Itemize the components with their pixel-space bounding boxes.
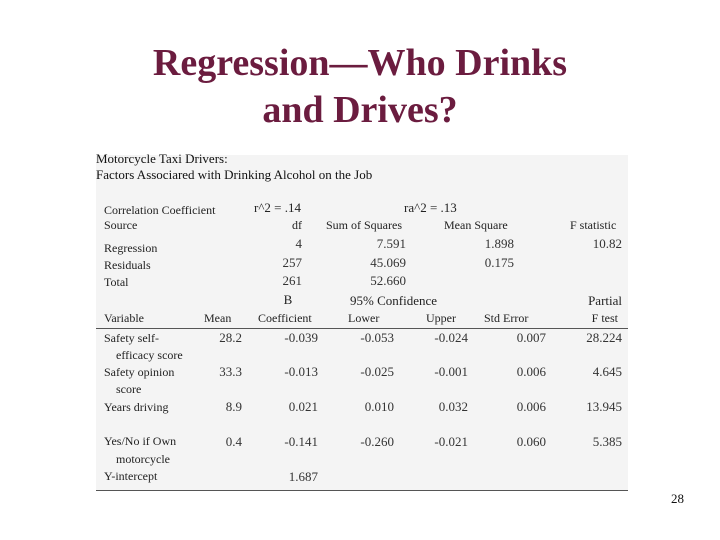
- coef-f: 13.945: [586, 399, 622, 414]
- anova-df: 257: [282, 255, 302, 270]
- anova-source: Total: [104, 275, 129, 289]
- coef-variable: Years driving: [104, 400, 169, 414]
- anova-header-f: F statistic: [570, 218, 617, 232]
- correlation-label: Correlation Coefficient: [104, 203, 216, 217]
- coef-lower: -0.053: [360, 330, 394, 345]
- coef-f: 4.645: [592, 364, 622, 379]
- coef-mean: 33.3: [219, 364, 242, 379]
- adjusted-r-squared: ra^2 = .13: [404, 200, 457, 215]
- coef-header-std-error: Std Error: [484, 311, 529, 325]
- coef-lower: 0.010: [364, 399, 394, 414]
- coef-header-variable: Variable: [104, 311, 144, 325]
- r-squared: r^2 = .14: [254, 200, 302, 215]
- page-number: 28: [671, 491, 684, 506]
- anova-ss: 52.660: [370, 273, 406, 288]
- slide-title-line-1: Regression—Who Drinks: [152, 42, 568, 84]
- coef-lower: -0.025: [360, 364, 394, 379]
- anova-source: Residuals: [104, 258, 151, 272]
- slide-title-line-2: and Drives?: [262, 89, 458, 131]
- anova-ss: 45.069: [370, 255, 406, 270]
- header-divider: [96, 328, 628, 329]
- coef-se: 0.006: [516, 399, 546, 414]
- anova-ms: 0.175: [484, 255, 514, 270]
- coef-variable-cont: score: [116, 382, 142, 396]
- coef-variable-cont: efficacy score: [116, 348, 183, 362]
- intercept-label: Y-intercept: [104, 469, 158, 483]
- coef-b: -0.141: [284, 434, 318, 449]
- anova-ms: 1.898: [484, 236, 514, 251]
- coef-header-coefficient: Coefficient: [258, 311, 312, 325]
- caption-line-2: Factors Associared with Drinking Alcohol on the Job: [96, 167, 373, 182]
- anova-header-ms: Mean Square: [444, 218, 508, 232]
- coef-b: 0.021: [288, 399, 318, 414]
- anova-source: Regression: [104, 241, 158, 255]
- anova-df: 261: [282, 273, 302, 288]
- coef-header-b: B: [283, 292, 293, 307]
- anova-df: 4: [295, 236, 302, 251]
- anova-header-df: df: [292, 218, 302, 232]
- coef-header-f-test: F test: [591, 311, 618, 325]
- anova-header-ss: Sum of Squares: [326, 218, 402, 232]
- intercept-b: 1.687: [288, 469, 318, 484]
- regression-table: [96, 155, 628, 491]
- coef-variable-cont: motorcycle: [116, 452, 170, 466]
- coef-header-ci: 95% Confidence: [350, 293, 438, 308]
- coef-variable: Safety self-: [104, 331, 159, 345]
- coef-se: 0.060: [516, 434, 546, 449]
- coef-header-mean: Mean: [204, 311, 232, 325]
- coef-mean: 8.9: [225, 399, 242, 414]
- coef-mean: 28.2: [219, 330, 242, 345]
- coef-upper: -0.024: [434, 330, 468, 345]
- coef-b: -0.013: [284, 364, 318, 379]
- coef-upper: 0.032: [438, 399, 468, 414]
- anova-f: 10.82: [592, 236, 622, 251]
- coef-header-partial: Partial: [588, 293, 622, 308]
- caption-line-1: Motorcycle Taxi Drivers:: [96, 151, 228, 166]
- table-caption: [96, 151, 416, 183]
- coef-upper: -0.001: [434, 364, 468, 379]
- anova-header-source: Source: [104, 218, 138, 232]
- slide-title: [0, 40, 720, 134]
- coef-header-lower: Lower: [348, 311, 380, 325]
- coef-lower: -0.260: [360, 434, 394, 449]
- coef-variable: Yes/No if Own: [104, 434, 177, 448]
- table-bottom-border: [96, 490, 628, 491]
- coef-variable: Safety opinion: [104, 365, 175, 379]
- coef-mean: 0.4: [225, 434, 242, 449]
- coef-se: 0.007: [516, 330, 546, 345]
- coef-f: 5.385: [592, 434, 622, 449]
- coef-se: 0.006: [516, 364, 546, 379]
- coef-header-upper: Upper: [426, 311, 456, 325]
- coef-upper: -0.021: [434, 434, 468, 449]
- coef-b: -0.039: [284, 330, 318, 345]
- coef-f: 28.224: [586, 330, 622, 345]
- anova-ss: 7.591: [376, 236, 406, 251]
